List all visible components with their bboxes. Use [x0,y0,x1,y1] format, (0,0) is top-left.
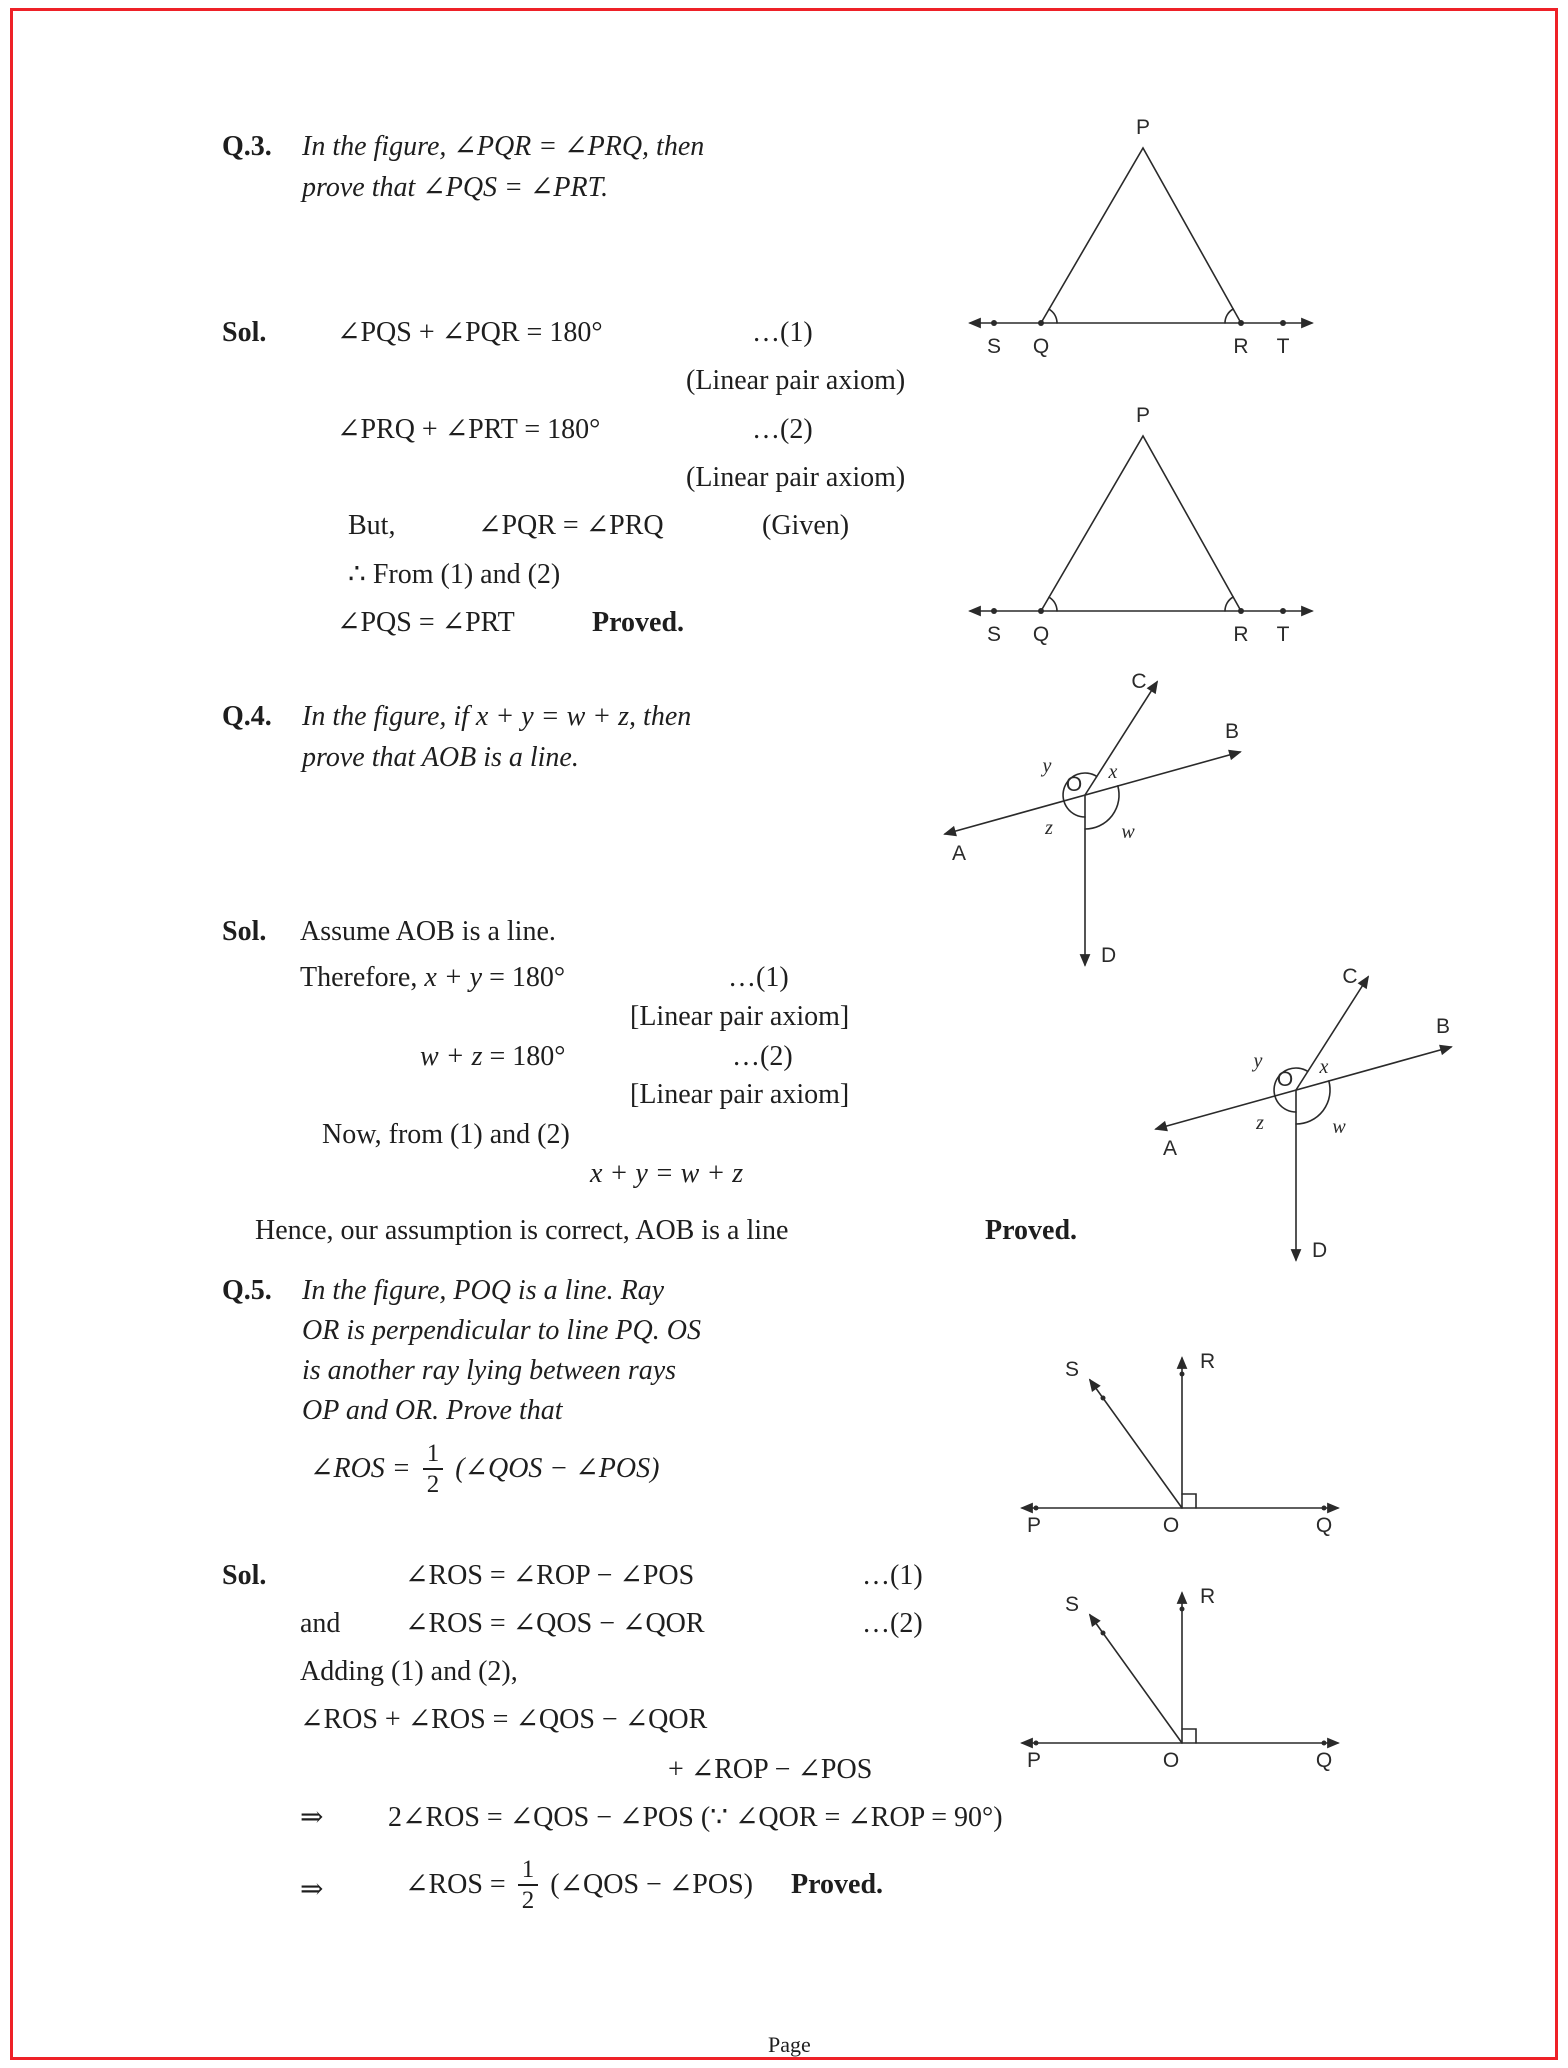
q4-assume: Assume AOB is a line. [300,916,556,947]
point-label-S: S [1064,1593,1080,1616]
point-label-S: S [1064,1358,1080,1381]
q5-proved: Proved. [790,1869,884,1900]
q3-question-line1: In the figure, ∠PQR = ∠PRQ, then [302,131,705,162]
angle-label-y: y [1042,755,1052,777]
q3-from-line: ∴ From (1) and (2) [348,559,561,590]
q5-eq5-left: ∠ROS = [405,1869,506,1900]
point-label-B: B [1435,1015,1451,1038]
q5-eq1-ref: …(1) [862,1560,923,1591]
fraction-denominator: 2 [521,1887,535,1914]
q3-figure-triangle-1 [956,108,1326,363]
q3-sol-label: Sol. [222,317,267,348]
point-label-R: R [1200,1350,1216,1373]
q4-number: Q.4. [222,701,272,732]
q5-implies-1: ⇒ [300,1802,324,1833]
q3-but-eq: ∠PQR = ∠PRQ [478,510,664,541]
q5-eq4: 2∠ROS = ∠QOS − ∠POS (∵ ∠QOR = ∠ROP = 90°) [388,1802,1003,1833]
q5-formula-right: (∠QOS − ∠POS) [455,1453,660,1484]
q5-question-formula [310,1440,659,1498]
page-footer: Page [768,2032,811,2057]
point-label-S: S [986,335,1002,358]
angle-label-y: y [1253,1050,1263,1072]
point-label-O: O [1276,1068,1294,1091]
point-label-Q: Q [1315,1514,1333,1537]
q3-eq1: ∠PQS + ∠PQR = 180° [337,317,603,348]
q4-therefore-label: Therefore, [300,962,418,993]
angle-label-w: w [1332,1116,1346,1138]
point-label-C: C [1131,670,1147,693]
point-label-R: R [1233,623,1249,646]
q5-sol-label: Sol. [222,1560,267,1591]
fraction-numerator: 1 [518,1856,539,1886]
q4-eq2-line [420,1039,565,1075]
q3-figure-triangle-2 [956,396,1326,651]
point-label-Q: Q [1032,623,1050,646]
point-label-C: C [1342,965,1358,988]
point-label-T: T [1276,335,1290,358]
fraction-denominator: 2 [426,1471,440,1498]
q4-eq3: x + y = w + z [590,1158,744,1189]
q3-but-label: But, [348,510,396,541]
fraction-one-half [423,1440,444,1498]
point-label-B: B [1224,720,1240,743]
point-label-D: D [1101,944,1117,967]
q3-given: (Given) [762,510,850,541]
q3-eq2: ∠PRQ + ∠PRT = 180° [337,414,601,445]
point-label-D: D [1312,1239,1328,1262]
q3-axiom2: (Linear pair axiom) [686,462,906,493]
q5-eq3b: + ∠ROP − ∠POS [668,1754,873,1785]
q4-now-line: Now, from (1) and (2) [322,1119,570,1150]
q4-question-line2: prove that AOB is a line. [302,742,579,773]
q4-eq2-vars: w + z [420,1041,483,1072]
q5-number: Q.5. [222,1275,272,1306]
point-label-A: A [1162,1137,1178,1160]
point-label-Q: Q [1315,1749,1333,1772]
q5-formula-left: ∠ROS = [310,1453,411,1484]
point-label-O: O [1065,773,1083,796]
q4-eq2-rest: = 180° [489,1041,566,1072]
q4-eq1-line [300,960,565,996]
q4-eq1-vars: x + y [424,962,483,993]
angle-label-x: x [1108,761,1118,783]
q5-and-label: and [300,1608,341,1639]
q3-question-line2: prove that ∠PQS = ∠PRT. [302,172,609,203]
q3-axiom1: (Linear pair axiom) [686,365,906,396]
q5-question-line1: In the figure, POQ is a line. Ray [302,1275,665,1306]
q5-question-line3: is another ray lying between rays [302,1355,677,1386]
q4-eq1-rest: = 180° [489,962,566,993]
angle-label-z: z [1045,817,1053,839]
q4-proved: Proved. [985,1215,1078,1246]
q5-question-line2: OR is perpendicular to line PQ. OS [302,1315,701,1346]
q5-eq2: ∠ROS = ∠QOS − ∠QOR [405,1608,705,1639]
q4-sol-label: Sol. [222,916,267,947]
q4-question-line1: In the figure, if x + y = w + z, then [302,701,692,732]
point-label-P: P [1026,1514,1042,1537]
q5-implies-2: ⇒ [300,1874,324,1905]
q5-eq1: ∠ROS = ∠ROP − ∠POS [405,1560,695,1591]
point-label-P: P [1026,1749,1042,1772]
point-label-T: T [1276,623,1290,646]
angle-label-w: w [1121,821,1135,843]
q3-eq2-ref: …(2) [752,414,813,445]
point-label-O: O [1162,1514,1180,1537]
q5-adding: Adding (1) and (2), [300,1656,518,1687]
q4-axiom1: [Linear pair axiom] [630,1001,850,1032]
point-label-R: R [1233,335,1249,358]
point-label-S: S [986,623,1002,646]
q4-figure-rays-2 [1146,965,1466,1275]
q3-eq1-ref: …(1) [752,317,813,348]
q3-proved: Proved. [592,607,685,638]
q4-eq2-ref: …(2) [732,1041,793,1072]
point-label-P: P [1135,404,1151,427]
point-label-Q: Q [1032,335,1050,358]
q4-axiom2: [Linear pair axiom] [630,1079,850,1110]
q5-figure-perpendicular-2 [1010,1565,1350,1775]
q5-eq5-line [405,1856,883,1914]
point-label-R: R [1200,1585,1216,1608]
point-label-P: P [1135,116,1151,139]
q5-question-line4: OP and OR. Prove that [302,1395,563,1426]
point-label-A: A [951,842,967,865]
q3-number: Q.3. [222,131,272,162]
angle-label-z: z [1256,1112,1264,1134]
fraction-one-half [518,1856,539,1914]
q5-eq5-right: (∠QOS − ∠POS) [550,1869,753,1900]
q4-hence: Hence, our assumption is correct, AOB is a line [255,1215,789,1246]
q4-eq1-ref: …(1) [728,962,789,993]
q5-eq3: ∠ROS + ∠ROS = ∠QOS − ∠QOR [300,1704,708,1735]
q5-eq2-ref: …(2) [862,1608,923,1639]
q3-conclusion: ∠PQS = ∠PRT [337,607,515,638]
angle-label-x: x [1319,1056,1329,1078]
fraction-numerator: 1 [423,1440,444,1470]
point-label-O: O [1162,1749,1180,1772]
q5-figure-perpendicular-1 [1010,1330,1350,1540]
q4-figure-rays-1 [935,670,1255,980]
